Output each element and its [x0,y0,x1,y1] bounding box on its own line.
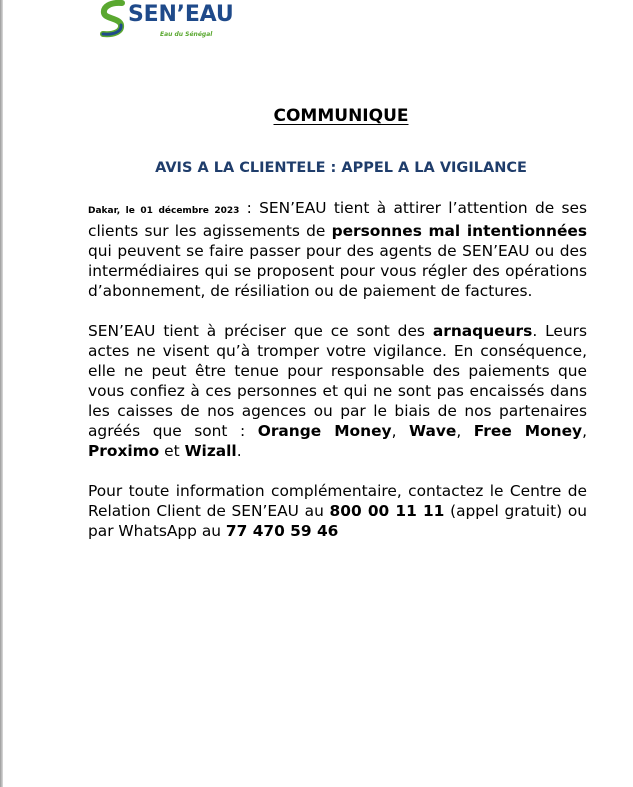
partner-name: Proximo [88,442,160,460]
text: Pour toute information complémentaire, contactez le Centre de Relation Client de SEN’EAU au [88,482,587,520]
logo-wordmark: SEN’EAU [128,2,234,27]
paragraph-warning [88,198,587,301]
partner-name: Free Money [473,422,583,440]
page-title: COMMUNIQUE [273,106,409,126]
date-line: Dakar, le 01 décembre 2023 [88,206,240,216]
emphasis-text: arnaqueurs [432,322,533,340]
paragraph-contact [88,481,587,541]
text: : SEN’EAU tient à attirer l’attention de ses clients sur les agissements de [88,199,588,240]
text: (appel gratuit) ou par WhatsApp au [88,502,587,540]
emphasis-text: personnes mal intentionnées [331,222,587,240]
logo-tagline: Eau du Sénégal [160,31,213,38]
whatsapp-number: 77 470 59 46 [225,522,339,540]
water-drop-s-icon [100,0,126,40]
partner-name: Wave [409,422,457,440]
communique-body [88,198,587,561]
separator: , [391,422,410,440]
text: . [236,442,242,460]
senEau-logo [100,0,260,44]
separator: , [582,422,587,440]
text: et [159,442,185,460]
text: qui peuvent se faire passer pour des agents de SEN’EAU ou des intermédiaires qui se proposent pour vous régler des opérations d’abonnement, de résiliation ou de paiement de factures. [88,242,587,300]
separator: , [456,422,474,440]
text: SEN’EAU tient à préciser que ce sont des [88,322,433,340]
partner-name: Orange Money [257,422,392,440]
text: . Leurs actes ne visent qu’à tromper votre vigilance. En conséquence, elle ne peut être tenue pour responsable des paiements que vous confiez à ces personnes et qui ne sont pas encaissés dans les caisses de nos agences ou par le biais de nos partenaires agréés que sont : [88,322,587,440]
partner-name: Wizall [184,442,237,460]
paragraph-scammers [88,321,587,461]
page-subtitle: AVIS A LA CLIENTELE : APPEL A LA VIGILANCE [155,160,527,176]
phone-number: 800 00 11 11 [329,502,445,520]
